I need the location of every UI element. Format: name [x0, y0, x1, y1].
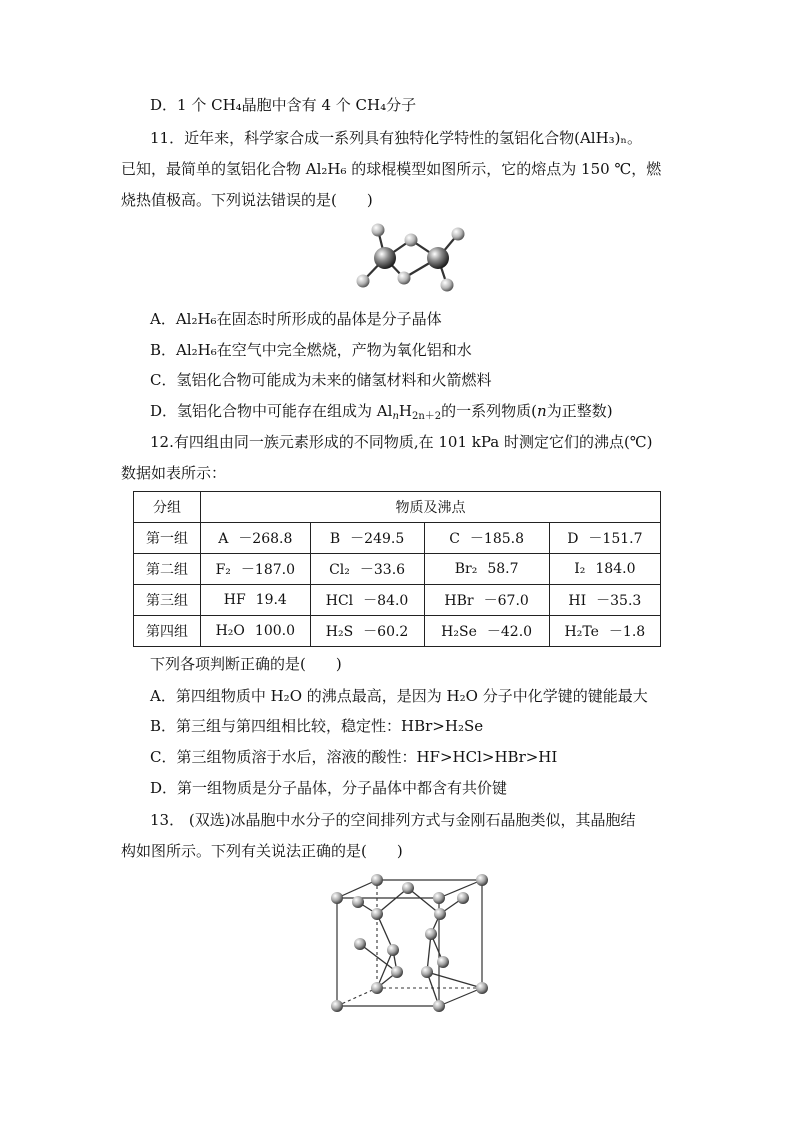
q11-option-d-sub-n: n [392, 411, 399, 422]
water-molecule [476, 982, 488, 994]
water-molecule [476, 874, 488, 886]
boiling-point: 100.0 [254, 623, 295, 639]
table-cell [424, 585, 549, 616]
water-molecule [371, 908, 383, 920]
boiling-point: 19.4 [255, 592, 287, 608]
table-cell [201, 554, 311, 585]
substance: HCl [325, 593, 354, 609]
group-label: 第一组 [134, 523, 201, 554]
water-molecule [457, 892, 469, 904]
table-cell [310, 616, 424, 647]
h-atom [357, 275, 370, 288]
q12-option-a: A．第四组物质中 H₂O 的沸点最高，是因为 H₂O 分子中化学键的键能最大 [150, 687, 648, 705]
table-header-group: 分组 [134, 492, 201, 523]
boiling-point: 58.7 [487, 561, 519, 577]
boiling-point: －151.7 [588, 531, 643, 547]
boiling-point: －1.8 [608, 624, 646, 640]
water-molecule [331, 892, 343, 904]
table-row [134, 523, 661, 554]
water-molecule [433, 892, 445, 904]
water-molecule [331, 1000, 343, 1012]
h-atom [452, 228, 465, 241]
q11-option-d-end: 为正整数) [546, 402, 613, 420]
water-molecule [371, 982, 383, 994]
substance: A [218, 531, 229, 547]
q11-option-d-prefix: D．氢铝化合物中可能存在组成为 Al [150, 402, 393, 420]
table-row [134, 554, 661, 585]
table-cell [549, 554, 660, 585]
boiling-point: －268.8 [238, 531, 293, 547]
water-molecule [402, 882, 414, 894]
substance: Br₂ [454, 561, 478, 577]
water-molecule [425, 928, 437, 940]
substance: H₂Se [441, 624, 477, 640]
boiling-point: －42.0 [486, 624, 533, 640]
water-molecule [391, 966, 403, 978]
boiling-point: －249.5 [350, 531, 405, 547]
water-molecule [354, 938, 366, 950]
q11-option-d-var: n [537, 402, 547, 420]
group-label: 第二组 [134, 554, 201, 585]
q12-option-d: D．第一组物质是分子晶体，分子晶体中都含有共价键 [150, 779, 508, 797]
boiling-point: －35.3 [596, 593, 642, 609]
q13-stem-line1: 13． (双选)冰晶胞中水分子的空间排列方式与金刚石晶胞类似，其晶胞结 [150, 811, 636, 829]
q11-option-d-sub-2n2: 2n＋2 [411, 411, 442, 422]
table-cell [201, 523, 311, 554]
al2h6-molecule-figure [345, 218, 475, 300]
q12-option-b: B．第三组与第四组相比较，稳定性：HBr>H₂Se [150, 717, 484, 735]
group-label: 第三组 [134, 585, 201, 616]
table-cell [310, 585, 424, 616]
al-atom [374, 247, 396, 269]
q11-stem-line1: 11．近年来，科学家合成一系列具有独特化学特性的氢铝化合物(AlH₃)ₙ。 [150, 129, 643, 147]
q12-stem-line2: 数据如表所示： [121, 464, 227, 482]
q11-option-d-h: H [398, 402, 412, 420]
q11-option-d-post: 的一系列物质( [441, 402, 538, 420]
water-molecule [437, 956, 449, 968]
ice-unit-cell-figure [325, 868, 495, 1020]
boiling-point: －60.2 [363, 624, 409, 640]
q12-option-c: C．第三组物质溶于水后，溶液的酸性：HF>HCl>HBr>HI [150, 748, 558, 766]
h-atom [372, 224, 385, 237]
table-cell [310, 554, 424, 585]
q12-prompt: 下列各项判断正确的是( ) [150, 655, 342, 673]
table-row [134, 585, 661, 616]
water-molecule [433, 1000, 445, 1012]
water-molecule-set [331, 874, 488, 1012]
h-atom [398, 272, 411, 285]
table-cell [424, 554, 549, 585]
boiling-point: －67.0 [483, 593, 529, 609]
boiling-point: －185.8 [469, 531, 525, 547]
boiling-point: －33.6 [359, 562, 406, 578]
boiling-point: －187.0 [240, 562, 295, 578]
q11-stem-line2: 已知，最简单的氢铝化合物 Al₂H₆ 的球棍模型如图所示，它的熔点为 150 ℃，燃 [121, 160, 662, 178]
q10-option-d: D．1 个 CH₄晶胞中含有 4 个 CH₄分子 [150, 96, 417, 114]
substance: I₂ [574, 561, 586, 577]
table-cell [424, 616, 549, 647]
table-header-row [134, 492, 661, 523]
substance: D [567, 531, 579, 547]
q11-option-b: B．Al₂H₆在空气中完全燃烧，产物为氧化铝和水 [150, 341, 472, 359]
water-molecule [352, 896, 364, 908]
water-molecule [421, 966, 433, 978]
al-atom [427, 247, 449, 269]
h-atom [405, 234, 418, 247]
substance: HI [568, 593, 587, 609]
table-cell [201, 585, 311, 616]
boiling-point: 184.0 [595, 561, 636, 577]
q13-stem-line2: 构如图所示。下列有关说法正确的是( ) [121, 842, 403, 860]
q11-stem-line3: 烧热值极高。下列说法错误的是( ) [121, 191, 373, 209]
substance: H₂O [215, 623, 245, 639]
water-molecule [371, 874, 383, 886]
substance: HBr [444, 593, 474, 609]
table-cell [549, 585, 660, 616]
table-row [134, 616, 661, 647]
h-atom [441, 279, 454, 292]
boiling-point: －84.0 [363, 593, 409, 609]
table-cell [201, 616, 311, 647]
table-header-substances: 物质及沸点 [201, 492, 661, 523]
substance: H₂Te [564, 624, 599, 640]
q11-option-a: A．Al₂H₆在固态时所形成的晶体是分子晶体 [150, 310, 442, 328]
substance: B [329, 531, 341, 547]
q12-stem-line1: 12.有四组由同一族元素形成的不同物质,在 101 kPa 时测定它们的沸点(℃) [150, 433, 653, 451]
water-molecule [434, 908, 446, 920]
substance: F₂ [215, 562, 231, 578]
table-cell [310, 523, 424, 554]
q11-option-c: C．氢铝化合物可能成为未来的储氢材料和火箭燃料 [150, 371, 492, 389]
boiling-point-table [133, 491, 661, 647]
table-cell [549, 616, 660, 647]
substance: Cl₂ [329, 562, 350, 578]
water-molecule [387, 944, 399, 956]
substance: C [449, 531, 460, 547]
substance: H₂S [325, 624, 354, 640]
group-label: 第四组 [134, 616, 201, 647]
table-cell [424, 523, 549, 554]
substance: HF [223, 592, 246, 608]
q11-option-d [150, 401, 613, 421]
table-cell [549, 523, 660, 554]
